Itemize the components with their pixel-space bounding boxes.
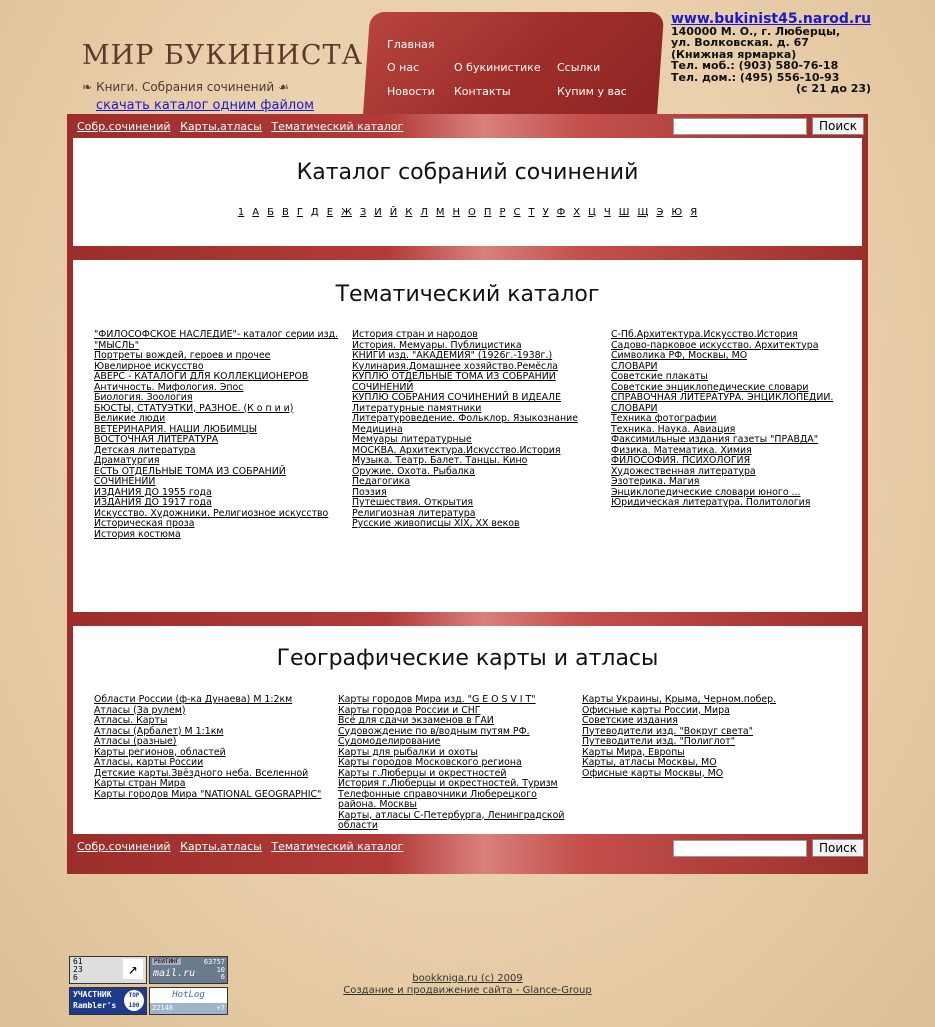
alphabet-letter-link[interactable]: Х	[573, 207, 581, 218]
catalog-link[interactable]: Энциклопедические словари юного ...	[611, 486, 801, 498]
catalog-link[interactable]: ИЗДАНИЯ ДО 1917 года	[94, 497, 212, 508]
catalog-link[interactable]: Карты, атласы С-Петербурга, Ленинградской области	[338, 809, 565, 831]
catalog-link[interactable]: Карты, атласы Москвы, МО	[582, 757, 717, 768]
bar-link-maps[interactable]: Карты,атласы	[180, 840, 262, 853]
catalog-link[interactable]: Искусство. Художники. Религиозное искусство	[94, 507, 329, 519]
catalog-link[interactable]: Карты городов России и СНГ	[338, 704, 481, 716]
footer-credits	[300, 973, 635, 997]
catalog-link[interactable]: Карты Украины, Крыма, Черном.побер.	[582, 694, 777, 705]
catalog-link[interactable]: СПРАВОЧНАЯ ЛИТЕРАТУРА. ЭНЦИКЛОПЕДИИ. СЛОВАРИ	[611, 392, 834, 414]
catalog-link[interactable]: Историческая проза	[94, 518, 195, 529]
hotlog-value: 22146	[152, 1004, 174, 1012]
bar-link-thematic[interactable]: Тематический каталог	[271, 840, 404, 853]
counter-value: 6	[73, 973, 78, 982]
collected-works-title: Каталог собраний сочинений	[296, 160, 639, 185]
catalog-link[interactable]: Атласы (За рулем)	[94, 704, 186, 716]
catalog-link[interactable]: ЕСТЬ ОТДЕЛЬНЫЕ ТОМА ИЗ СОБРАНИЙ СОЧИНЕНИЙ	[94, 465, 286, 487]
contact-place-line: (Книжная ярмарка)	[671, 47, 797, 61]
catalog-link[interactable]: КУПЛЮ СОБРАНИЯ СОЧИНЕНИЙ В ИДЕАЛЕ	[352, 392, 562, 403]
catalog-link[interactable]: Путешествия. Открытия	[352, 497, 474, 508]
nav-about[interactable]: О нас	[387, 61, 420, 74]
catalog-link[interactable]: КНИГИ изд. "АКАДЕМИЯ" (1926г.-1938г.)	[352, 350, 553, 361]
counter-value: 23	[73, 965, 83, 974]
catalog-link[interactable]: Офисные карты России, Мира	[582, 704, 730, 716]
alphabet-letter-link[interactable]: Ч	[603, 207, 611, 218]
bar-link-collected-works[interactable]: Собр.сочинений	[77, 840, 171, 853]
catalog-link[interactable]: Области России (ф-ка Дунаева) М 1:2км	[94, 694, 293, 705]
catalog-link[interactable]: "ФИЛОСОФСКОЕ НАСЛЕДИЕ"- каталог серии изд. "МЫСЛЬ"	[94, 329, 339, 351]
catalog-link[interactable]: ВЕТЕРИНАРИЯ. НАШИ ЛЮБИМЦЫ	[94, 423, 258, 435]
thematic-column-2	[352, 330, 592, 530]
catalog-link[interactable]: Религиозная литература	[352, 507, 476, 519]
catalog-link[interactable]: Литературные памятники	[352, 402, 482, 414]
top-bar-links	[77, 120, 409, 133]
catalog-link[interactable]: Античность. Мифология. Эпос	[94, 381, 244, 393]
maps-column-3	[582, 695, 822, 779]
catalog-link[interactable]: Судомоделирование	[338, 736, 441, 747]
nav-about-bukinistika[interactable]: О букинистике	[454, 61, 541, 74]
catalog-link[interactable]: Драматургия	[94, 455, 160, 466]
maps-column-1	[94, 695, 334, 800]
catalog-link[interactable]: ВОСТОЧНАЯ ЛИТЕРАТУРА	[94, 434, 219, 445]
contact-info	[671, 11, 872, 95]
alphabet-letter-link[interactable]: Ф	[556, 207, 566, 218]
site-logo-subtitle	[82, 80, 322, 94]
counter-value: 61	[73, 957, 83, 966]
catalog-link[interactable]: ФИЛОСОФИЯ. ПСИХОЛОГИЯ	[611, 455, 751, 466]
catalog-link[interactable]: Карты стран Мира	[94, 778, 186, 789]
rating-sub-value: 10	[216, 966, 225, 974]
catalog-link[interactable]: Карты г.Люберцы и окрестностей	[338, 767, 507, 779]
catalog-link[interactable]: Ювелирное искусство	[94, 360, 204, 372]
catalog-link[interactable]: Факсимильные издания газеты "ПРАВДА"	[611, 434, 819, 445]
ornament-left-icon: ❧	[82, 80, 93, 94]
alphabet-letter-link[interactable]: Р	[499, 207, 506, 218]
catalog-link[interactable]: Эзотерика. Магия	[611, 476, 700, 487]
nav-buy-from-you[interactable]: Купим у вас	[557, 85, 627, 98]
catalog-link[interactable]: Атласы (разные)	[94, 736, 177, 747]
maps-title: Географические карты и атласы	[276, 646, 659, 671]
alphabet-letter-link[interactable]: О	[468, 207, 476, 218]
divider-strip	[67, 612, 868, 626]
catalog-link[interactable]: Карты городов Мира "NATIONAL GEOGRAPHIC"	[94, 788, 322, 800]
maps-column-2	[338, 695, 573, 832]
rambler-brand: Rambler's	[73, 1001, 117, 1010]
catalog-link[interactable]: Путеводители изд. "Вокруг света"	[582, 725, 753, 737]
hotlog-delta: +7	[216, 1004, 225, 1012]
nav-news[interactable]: Новости	[387, 85, 435, 98]
site-logo-title: МИР БУКИНИСТА	[82, 40, 363, 71]
alphabet-letter-link[interactable]: Щ	[637, 207, 649, 218]
alphabet-letter-link[interactable]: Б	[267, 207, 274, 218]
alphabet-letter-link[interactable]: Я	[690, 207, 698, 218]
rating-sub-value: 6	[220, 973, 225, 981]
catalog-link[interactable]: Кулинария.Домашнее хозяйство.Ремёсла	[352, 360, 558, 372]
footer-copyright-link[interactable]: bookkniga.ru (c) 2009	[412, 973, 523, 984]
catalog-link[interactable]: Художественная литература	[611, 465, 756, 477]
collected-works-panel	[73, 138, 862, 246]
hotlog-brand: HotLog	[150, 988, 227, 1003]
catalog-link[interactable]: Советские издания	[582, 715, 678, 726]
catalog-link[interactable]: Великие люди	[94, 413, 166, 424]
catalog-link[interactable]: Карты Мира, Европы	[582, 746, 685, 758]
nav-contacts[interactable]: Контакты	[454, 85, 511, 98]
catalog-link[interactable]: Оружие. Охота. Рыбалка	[352, 465, 475, 477]
download-catalog-link[interactable]: скачать каталог одним файлом	[96, 98, 314, 113]
catalog-link[interactable]: Садово-парковое искусство. Архитектура	[611, 339, 819, 351]
catalog-link[interactable]: Педагогика	[352, 476, 411, 487]
catalog-link[interactable]: МОСКВА. Архитектура.Искусство.История	[352, 444, 561, 456]
catalog-link[interactable]: Карты городов Московского региона	[338, 757, 522, 768]
contact-hours-line: (с 21 до 23)	[795, 82, 872, 95]
catalog-link[interactable]: Судовождение по в/водным путям РФ.	[338, 725, 530, 737]
top100-badge: TOP 100	[124, 990, 144, 1011]
alphabet-letter-link[interactable]: Й	[389, 207, 398, 218]
catalog-link[interactable]: КУПЛЮ ОТДЕЛЬНЫЕ ТОМА ИЗ СОБРАНИЙ СОЧИНЕНИЙ	[352, 371, 556, 393]
alphabet-letter-link[interactable]: В	[281, 207, 289, 218]
catalog-link[interactable]: Атласы. Карты	[94, 715, 168, 726]
logo-subtitle-text: Книги. Собрания сочинений	[96, 80, 275, 94]
alphabet-letter-link[interactable]: Н	[452, 207, 461, 218]
thematic-column-1	[94, 330, 344, 540]
alphabet-index	[73, 207, 862, 218]
catalog-link[interactable]: История стран и народов	[352, 329, 478, 340]
search-button-bottom[interactable]: Поиск	[812, 839, 864, 857]
catalog-link[interactable]: Биология. Зоология	[94, 392, 193, 403]
alphabet-letter-link[interactable]: Ю	[671, 207, 683, 218]
catalog-link[interactable]: Всё для сдачи экзаменов в ГАИ	[338, 715, 494, 726]
alphabet-letter-link[interactable]: П	[483, 207, 492, 218]
catalog-link[interactable]: Символика РФ, Москвы, МО	[611, 350, 748, 361]
footer-developer-link[interactable]: Создание и продвижение сайта - Glance-Group	[343, 985, 592, 996]
alphabet-letter-link[interactable]: Л	[420, 207, 428, 218]
catalog-link[interactable]: АВЕРС - КАТАЛОГИ ДЛЯ КОЛЛЕКЦИОНЕРОВ	[94, 371, 309, 382]
catalog-link[interactable]: Мемуары литературные	[352, 434, 472, 445]
catalog-link[interactable]: Путеводители изд. "Полиглот"	[582, 736, 736, 747]
alphabet-letter-link[interactable]: И	[374, 207, 382, 218]
alphabet-letter-link[interactable]: Е	[326, 207, 334, 218]
catalog-link[interactable]: Русские живописцы XIX, XX веков	[352, 518, 520, 529]
catalog-link[interactable]: БЮСТЫ, СТАТУЭТКИ, РАЗНОЕ. (К о п и и)	[94, 402, 294, 414]
thematic-panel	[73, 260, 862, 612]
catalog-link[interactable]: Советские плакаты	[611, 371, 708, 382]
bottom-bar	[67, 834, 868, 874]
alphabet-letter-link[interactable]: Т	[528, 207, 535, 218]
liveinternet-counter[interactable]	[69, 956, 147, 984]
catalog-link[interactable]: Литературоведение. Фольклор. Языкознание	[352, 413, 579, 424]
thematic-column-3	[611, 330, 851, 509]
catalog-link[interactable]: Портреты вождей, героев и прочее	[94, 350, 271, 361]
contact-address-line: 140000 М. О., г. Люберцы,	[671, 24, 841, 38]
search-button-top[interactable]: Поиск	[812, 117, 864, 135]
alphabet-letter-link[interactable]: А	[252, 207, 260, 218]
catalog-link[interactable]: Поэзия	[352, 486, 387, 498]
catalog-link[interactable]: Детская литература	[94, 444, 196, 456]
catalog-link[interactable]: Советские энциклопедические словари	[611, 381, 809, 393]
alphabet-letter-link[interactable]: Ц	[588, 207, 596, 218]
catalog-link[interactable]: История костюма	[94, 528, 181, 540]
catalog-link[interactable]: Телефонные справочники Люберецкого района. Москвы	[338, 788, 537, 810]
alphabet-letter-link[interactable]: З	[359, 207, 367, 218]
bar-link-maps[interactable]: Карты,атласы	[180, 120, 262, 133]
catalog-link[interactable]: ИЗДАНИЯ ДО 1955 года	[94, 486, 212, 498]
alphabet-letter-link[interactable]: С	[513, 207, 521, 218]
catalog-link[interactable]: Техника. Наука. Авиация	[611, 423, 736, 435]
catalog-link[interactable]: Техника фотографии	[611, 413, 717, 424]
thematic-title: Тематический каталог	[335, 282, 600, 307]
mail-brand: mail.ru	[153, 968, 196, 979]
rating-label: РЕЙТИНГ	[154, 958, 180, 965]
alphabet-letter-link[interactable]: Д	[310, 207, 319, 218]
catalog-link[interactable]: Детские карты.Звёздного неба. Вселенной	[94, 767, 309, 779]
catalog-link[interactable]: СЛОВАРИ	[611, 360, 658, 372]
catalog-link[interactable]: История г.Люберцы и окрестностей. Туризм	[338, 778, 558, 789]
catalog-link[interactable]: Карты для рыбалки и охоты	[338, 746, 478, 758]
bar-link-collected-works[interactable]: Собр.сочинений	[77, 120, 171, 133]
contact-street-line: ул. Волковская. д. 67	[671, 36, 809, 49]
alphabet-letter-link[interactable]: М	[435, 207, 445, 218]
alphabet-letter-link[interactable]: Ш	[618, 207, 630, 218]
alphabet-letter-link[interactable]: Ж	[341, 207, 352, 218]
catalog-link[interactable]: Карты регионов, областей	[94, 746, 226, 758]
nav-home[interactable]: Главная	[387, 38, 435, 51]
search-input-top[interactable]	[673, 118, 807, 135]
alphabet-letter-link[interactable]: 1	[237, 207, 245, 218]
catalog-link[interactable]: Карты городов Мира изд. "G E O S V I T"	[338, 694, 536, 705]
search-input-bottom[interactable]	[673, 840, 807, 857]
contact-mobile-line: Тел. моб.: (903) 580-76-18	[671, 59, 839, 72]
rambler-top100-counter[interactable]	[69, 987, 147, 1015]
alphabet-letter-link[interactable]: Г	[296, 207, 303, 218]
contact-home-phone-line: Тел. дом.: (495) 556-10-93	[671, 70, 840, 84]
maps-panel	[73, 626, 862, 834]
rating-value: 63757	[203, 958, 225, 966]
alphabet-letter-link[interactable]: У	[542, 207, 549, 218]
catalog-link[interactable]: Юридическая литература. Политология	[611, 497, 811, 508]
alphabet-letter-link[interactable]: К	[405, 207, 413, 218]
rambler-label: УЧАСТНИК	[73, 990, 112, 999]
mail-rating-counter[interactable]	[149, 956, 228, 984]
catalog-link[interactable]: С-Пб.Архитектура.Искусство.История	[611, 329, 798, 340]
catalog-link[interactable]: Офисные карты Москвы, МО	[582, 767, 724, 779]
ornament-right-icon: ☙	[278, 80, 289, 94]
catalog-link[interactable]: Физика. Математика. Химия	[611, 444, 752, 456]
site-url-link[interactable]: www.bukinist45.narod.ru	[671, 11, 872, 27]
main-frame	[67, 114, 868, 874]
arrow-icon: ↗	[123, 959, 143, 979]
bar-link-thematic[interactable]: Тематический каталог	[271, 120, 404, 133]
nav-links[interactable]: Ссылки	[557, 61, 601, 74]
top-bar	[67, 114, 868, 138]
alphabet-letter-link[interactable]: Э	[656, 207, 664, 218]
catalog-link[interactable]: Атласы (Арбалет) М 1:1км	[94, 725, 224, 737]
catalog-link[interactable]: Музыка. Театр. Балет. Танцы. Кино	[352, 455, 528, 466]
hotlog-counter[interactable]	[149, 987, 228, 1015]
catalog-link[interactable]: История. Мемуары. Публицистика	[352, 339, 522, 351]
bottom-bar-links	[77, 840, 409, 853]
divider-strip	[67, 246, 868, 260]
catalog-link[interactable]: Медицина	[352, 423, 403, 435]
catalog-link[interactable]: Атласы, карты России	[94, 757, 204, 768]
